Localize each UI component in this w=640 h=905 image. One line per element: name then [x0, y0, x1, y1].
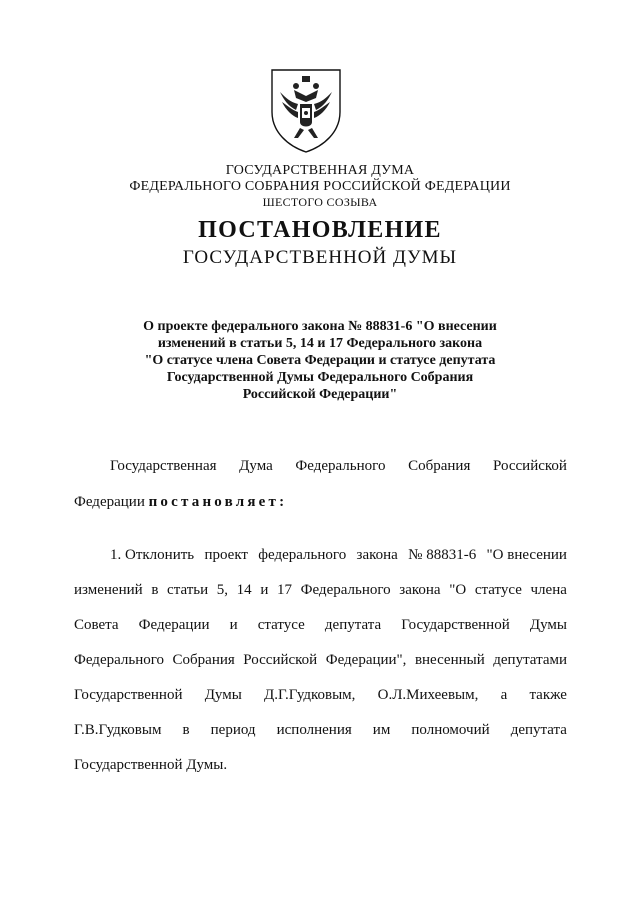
convocation-line: ШЕСТОГО СОЗЫВА — [262, 195, 378, 209]
word: Г.В.Гудковым — [74, 722, 162, 738]
item1-line7: Государственной Думы. — [74, 757, 228, 773]
word: Д.Г.Гудковым, — [264, 687, 356, 703]
document-subject — [100, 318, 540, 403]
subject-line: изменений в статьи 5, 14 и 17 Федерального закона — [157, 336, 483, 351]
word: Государственной — [401, 617, 510, 633]
item1-line3 — [74, 617, 567, 634]
subject-line: Российской Федерации" — [242, 387, 398, 402]
org-name-line2: ФЕДЕРАЛЬНОГО СОБРАНИЯ РОССИЙСКОЙ ФЕДЕРАЦИИ — [129, 179, 511, 194]
word: Собрания — [172, 652, 235, 668]
word: Думы — [204, 687, 242, 703]
org-name-line1: ГОСУДАРСТВЕННАЯ ДУМА — [225, 163, 415, 178]
item1-line5 — [74, 687, 567, 704]
word: Федерации", — [325, 652, 407, 668]
subject-line: О проекте федерального закона № 88831-6 "О внесении — [143, 319, 497, 334]
word: Государственной — [74, 687, 183, 703]
word: № 88831-6 — [408, 547, 477, 563]
document-type-title: ПОСТАНОВЛЕНИЕ — [198, 217, 442, 243]
word: "О — [449, 582, 467, 598]
word: полномочий — [411, 722, 490, 738]
word: Федерации — [138, 617, 210, 633]
word: Совета — [74, 617, 119, 633]
word: депутата — [510, 722, 567, 738]
word: также — [529, 687, 567, 703]
coat-of-arms-emblem — [266, 66, 346, 156]
word: в — [182, 722, 190, 738]
word: Федерального — [295, 458, 386, 474]
word: статусе — [257, 617, 305, 633]
word: 5, — [216, 582, 229, 598]
word: период — [210, 722, 256, 738]
word: Дума — [239, 458, 273, 474]
word: внесенный — [414, 652, 485, 668]
item1-line4 — [74, 652, 567, 669]
word: закона — [356, 547, 398, 563]
word: закона — [399, 582, 441, 598]
word: Российской — [493, 458, 567, 474]
word: депутатами — [493, 652, 567, 668]
word: статусе — [474, 582, 522, 598]
preamble-line2 — [74, 494, 567, 511]
word: статьи — [167, 582, 209, 598]
word: Федерации — [74, 494, 145, 510]
word: депутата — [324, 617, 382, 633]
word: 14 — [236, 582, 252, 598]
word: "О внесении — [486, 547, 567, 563]
decision-verb: постановляет: — [148, 494, 288, 510]
word: члена — [530, 582, 567, 598]
word: и — [229, 617, 238, 633]
subject-line: Государственной Думы Федерального Собрания — [166, 370, 474, 385]
document-issuer: ГОСУДАРСТВЕННОЙ ДУМЫ — [182, 247, 458, 268]
word: и — [260, 582, 269, 598]
word: Думы — [529, 617, 567, 633]
word: Государственная — [110, 458, 217, 474]
word: проект — [204, 547, 248, 563]
word: Федерального — [74, 652, 165, 668]
word: Собрания — [408, 458, 471, 474]
word: федерального — [258, 547, 347, 563]
word: а — [500, 687, 508, 703]
item1-line2 — [74, 582, 567, 599]
word: им — [372, 722, 391, 738]
item1-line6 — [74, 722, 567, 739]
word: исполнения — [276, 722, 352, 738]
word: изменений — [74, 582, 143, 598]
word: Федерального — [300, 582, 391, 598]
word: Российской — [243, 652, 318, 668]
word: 1. Отклонить — [110, 547, 195, 563]
preamble-line1 — [110, 458, 567, 475]
word: в — [151, 582, 159, 598]
item1-line1 — [110, 547, 567, 564]
word: 17 — [276, 582, 292, 598]
subject-line: "О статусе члена Совета Федерации и статусе депутата — [144, 353, 496, 368]
word: О.Л.Михеевым, — [377, 687, 479, 703]
